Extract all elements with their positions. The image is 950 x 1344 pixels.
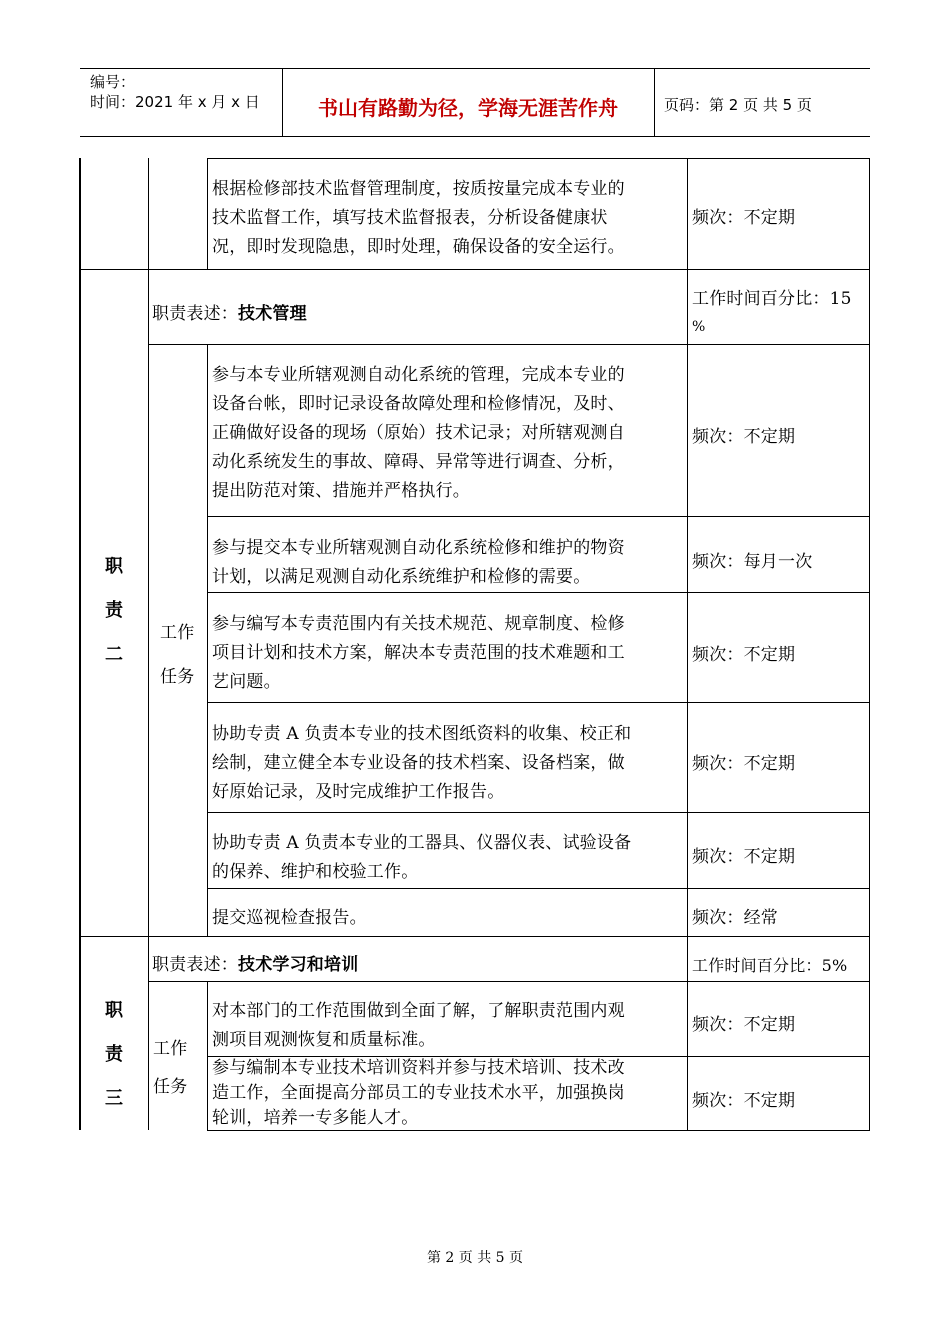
work-task-label: 工作 任务	[153, 1039, 188, 1097]
task-frequency: 频次：不定期	[692, 754, 796, 774]
task-frequency: 频次：经常	[692, 908, 778, 928]
table-row-rule	[207, 158, 870, 159]
task-description: 参与提交本专业所辖观测自动化系统检修和维护的物资 计划，以满足观测自动化系统维护和检修的需要。	[212, 538, 625, 587]
header-motto: 书山有路勤为径，学海无涯苦作舟	[318, 96, 618, 120]
table-row-rule	[207, 592, 870, 593]
table-col-divider	[207, 344, 208, 936]
table-col-divider	[207, 158, 208, 270]
task-frequency: 频次：不定期	[692, 1015, 796, 1035]
page-footer: 第 2 页 共 5 页	[426, 1250, 524, 1266]
task-frequency: 频次：不定期	[692, 645, 796, 665]
task-description: 协助专责 A 负责本专业的工器具、仪器仪表、试验设备 的保养、维护和校验工作。	[212, 833, 632, 882]
task-frequency: 频次：不定期	[692, 847, 796, 867]
duty-title: 技术学习和培训	[238, 955, 359, 975]
table-row-rule	[207, 516, 870, 517]
header-page-info: 页码：第 2 页 共 5 页	[664, 96, 812, 114]
document-code-label: 编号：	[90, 73, 136, 91]
table-right-border	[869, 158, 870, 1130]
task-frequency: 频次：每月一次	[692, 552, 813, 572]
header-top-rule	[80, 68, 870, 69]
task-description: 根据检修部技术监督管理制度，按质按量完成本专业的 技术监督工作，填写技术监督报表，分析设备健康状 况，即时发现隐患，即时处理，确保设备的安全运行。	[212, 179, 625, 257]
table-row-rule	[207, 812, 870, 813]
table-col-divider	[148, 158, 149, 1130]
duty-statement: 职责表述：技术学习和培训	[152, 955, 359, 975]
table-row-rule	[80, 269, 870, 270]
document-date: 时间：2021 年 x 月 x 日	[90, 93, 260, 111]
header-divider	[654, 68, 655, 136]
task-description: 提交巡视检查报告。	[212, 908, 367, 928]
header-bottom-rule	[80, 136, 870, 137]
table-row-rule	[148, 344, 870, 345]
task-frequency: 频次：不定期	[692, 427, 796, 447]
task-frequency: 频次：不定期	[692, 1091, 796, 1111]
work-time-percent: 工作时间百分比：15 %	[692, 289, 852, 335]
table-row-rule	[148, 981, 870, 982]
work-time-percent: 工作时间百分比：5%	[692, 956, 848, 975]
table-row-rule	[80, 936, 870, 937]
duty-label-3: 职 责 三	[105, 1000, 123, 1109]
task-description: 参与本专业所辖观测自动化系统的管理，完成本专业的 设备台帐，即时记录设备故障处理和检修情况，及时、 正确做好设备的现场（原始）技术记录；对所辖观测自 动化系统发生的事故、障碍、异常等进行调查、分析， 提出防范对策、措施并严格执行。	[212, 365, 625, 501]
duty-label-2: 职 责 二	[105, 556, 123, 665]
task-description: 参与编制本专业技术培训资料并参与技术培训、技术改 造工作，全面提高分部员工的专业技术水平，加强换岗 轮训，培养一专多能人才。	[212, 1058, 625, 1128]
duty-title: 技术管理	[238, 304, 307, 324]
task-description: 对本部门的工作范围做到全面了解，了解职责范围内观 测项目观测恢复和质量标准。	[212, 1001, 625, 1050]
table-row-rule	[207, 702, 870, 703]
task-frequency: 频次：不定期	[692, 208, 796, 228]
table-row-rule	[207, 888, 870, 889]
work-task-label: 工作 任务	[160, 623, 195, 687]
task-description: 参与编写本专责范围内有关技术规范、规章制度、检修 项目计划和技术方案，解决本专责范围的技术难题和工 艺问题。	[212, 614, 625, 692]
duty-statement: 职责表述：技术管理	[152, 304, 307, 324]
table-left-border	[79, 158, 81, 1130]
task-description: 协助专责 A 负责本专业的技术图纸资料的收集、校正和 绘制，建立健全本专业设备的技术档案、设备档案，做 好原始记录，及时完成维护工作报告。	[212, 724, 632, 802]
